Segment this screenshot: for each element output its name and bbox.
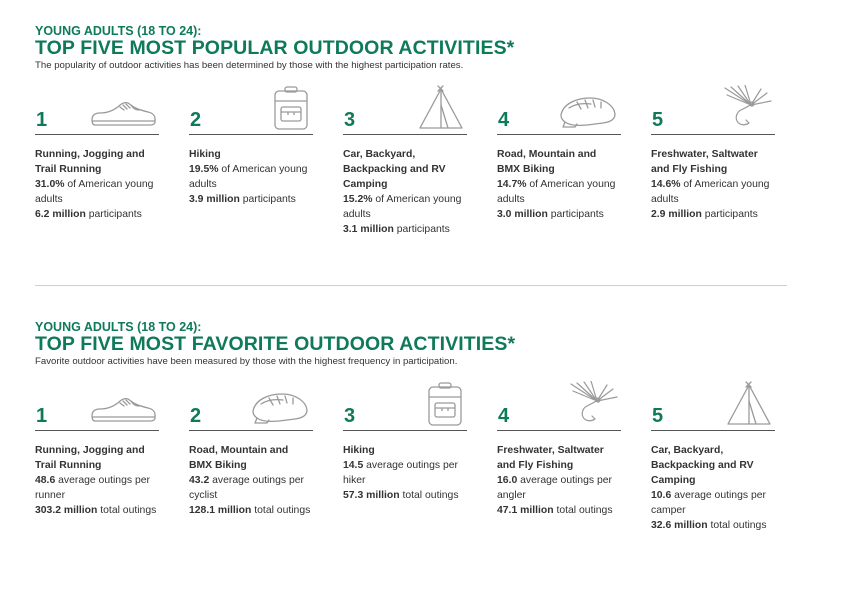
activity-total xyxy=(343,488,467,503)
activity-title: Car, Backyard, Backpacking and RV Camping xyxy=(343,149,446,190)
activity-title: Running, Jogging and Trail Running xyxy=(35,445,145,471)
total-text: participants xyxy=(239,194,296,205)
card-rule xyxy=(35,134,159,135)
total-text: participants xyxy=(393,224,450,235)
activity-card xyxy=(497,390,621,518)
rank-number: 3 xyxy=(344,109,356,131)
total-value: 3.9 million xyxy=(189,194,240,205)
activity-stat xyxy=(651,177,775,207)
activity-title: Road, Mountain and BMX Biking xyxy=(497,149,597,175)
activity-stat xyxy=(497,177,621,207)
stat-value: 14.5 xyxy=(343,460,364,471)
activity-stat xyxy=(651,488,775,518)
popular-subtitle: The popularity of outdoor activities has been determined by those with the highest participation rates. xyxy=(35,60,464,71)
rank-number: 4 xyxy=(498,109,510,131)
activity-title: Hiking xyxy=(189,149,221,160)
card-rule xyxy=(343,134,467,135)
tent-icon xyxy=(417,83,465,131)
stat-value: 10.6 xyxy=(651,490,672,501)
popular-section xyxy=(35,24,795,294)
activity-title: Hiking xyxy=(343,445,375,456)
stat-value: 19.5% xyxy=(189,164,219,175)
bike-helmet-icon xyxy=(557,95,619,131)
favorite-subtitle: Favorite outdoor activities have been measured by those with the highest frequency in participation. xyxy=(35,356,458,367)
stat-text: of American young adults xyxy=(189,164,308,190)
activity-card xyxy=(35,390,159,518)
activity-card xyxy=(189,390,313,518)
activity-total xyxy=(651,207,775,222)
rank-number: 1 xyxy=(36,405,48,427)
stat-value: 14.6% xyxy=(651,179,681,190)
rank-number: 2 xyxy=(190,405,202,427)
activity-total xyxy=(343,222,467,237)
activity-stat xyxy=(189,473,313,503)
total-text: total outings xyxy=(97,505,157,516)
total-text: total outings xyxy=(251,505,311,516)
rank-number: 5 xyxy=(652,109,664,131)
activity-title: Road, Mountain and BMX Biking xyxy=(189,445,289,471)
rank-number: 1 xyxy=(36,109,48,131)
stat-text: of American young adults xyxy=(497,179,616,205)
activity-title: Freshwater, Saltwater and Fly Fishing xyxy=(651,149,758,175)
total-text: total outings xyxy=(553,505,613,516)
rank-number: 2 xyxy=(190,109,202,131)
total-text: participants xyxy=(85,209,142,220)
activity-total xyxy=(35,503,159,518)
activity-title: Car, Backyard, Backpacking and RV Camping xyxy=(651,445,754,486)
total-text: participants xyxy=(547,209,604,220)
activity-total xyxy=(497,503,621,518)
fishing-fly-icon xyxy=(567,381,619,427)
activity-card xyxy=(497,94,621,222)
activity-total xyxy=(651,518,775,533)
activity-card xyxy=(189,94,313,207)
stat-text: average outings per cyclist xyxy=(189,475,304,501)
activity-stat xyxy=(35,473,159,503)
stat-text: of American young adults xyxy=(343,194,462,220)
activity-total xyxy=(189,503,313,518)
card-rule xyxy=(189,134,313,135)
total-value: 57.3 million xyxy=(343,490,400,501)
activity-total xyxy=(35,207,159,222)
activity-title: Freshwater, Saltwater and Fly Fishing xyxy=(497,445,604,471)
card-rule xyxy=(497,134,621,135)
favorite-headline: TOP FIVE MOST FAVORITE OUTDOOR ACTIVITIES* xyxy=(35,333,516,355)
stat-value: 31.0% xyxy=(35,179,65,190)
favorite-section xyxy=(35,320,795,590)
stat-value: 48.6 xyxy=(35,475,56,486)
fishing-fly-icon xyxy=(721,85,773,131)
activity-card xyxy=(343,390,467,503)
rank-number: 5 xyxy=(652,405,664,427)
favorite-cards xyxy=(35,390,795,590)
activity-card xyxy=(651,94,775,222)
activity-stat xyxy=(189,162,313,192)
card-rule xyxy=(651,430,775,431)
total-value: 47.1 million xyxy=(497,505,554,516)
stat-value: 15.2% xyxy=(343,194,373,205)
activity-card xyxy=(651,390,775,533)
stat-text: average outings per hiker xyxy=(343,460,458,486)
activity-title: Running, Jogging and Trail Running xyxy=(35,149,145,175)
running-shoe-icon xyxy=(89,97,157,131)
total-value: 3.1 million xyxy=(343,224,394,235)
stat-value: 43.2 xyxy=(189,475,210,486)
backpack-icon xyxy=(271,85,311,131)
running-shoe-icon xyxy=(89,393,157,427)
stat-value: 14.7% xyxy=(497,179,527,190)
rank-number: 3 xyxy=(344,405,356,427)
activity-total xyxy=(497,207,621,222)
stat-text: average outings per angler xyxy=(497,475,612,501)
total-value: 2.9 million xyxy=(651,209,702,220)
card-rule xyxy=(35,430,159,431)
activity-total xyxy=(189,192,313,207)
activity-stat xyxy=(343,192,467,222)
popular-cards xyxy=(35,94,795,294)
total-value: 6.2 million xyxy=(35,209,86,220)
card-rule xyxy=(497,430,621,431)
total-value: 3.0 million xyxy=(497,209,548,220)
activity-stat xyxy=(497,473,621,503)
stat-text: average outings per camper xyxy=(651,490,766,516)
card-rule xyxy=(189,430,313,431)
section-divider xyxy=(35,285,787,286)
popular-headline: TOP FIVE MOST POPULAR OUTDOOR ACTIVITIES* xyxy=(35,37,515,59)
stat-text: average outings per runner xyxy=(35,475,150,501)
activity-card xyxy=(343,94,467,237)
backpack-icon xyxy=(425,381,465,427)
rank-number: 4 xyxy=(498,405,510,427)
activity-card xyxy=(35,94,159,222)
total-value: 303.2 million xyxy=(35,505,98,516)
stat-text: of American young adults xyxy=(651,179,770,205)
total-value: 32.6 million xyxy=(651,520,708,531)
bike-helmet-icon xyxy=(249,391,311,427)
activity-stat xyxy=(343,458,467,488)
favorite-kicker: YOUNG ADULTS (18 TO 24): xyxy=(35,320,202,334)
total-text: total outings xyxy=(707,520,767,531)
popular-kicker: YOUNG ADULTS (18 TO 24): xyxy=(35,24,202,38)
card-rule xyxy=(343,430,467,431)
activity-stat xyxy=(35,177,159,207)
tent-icon xyxy=(725,379,773,427)
total-text: participants xyxy=(701,209,758,220)
total-text: total outings xyxy=(399,490,459,501)
stat-text: of American young adults xyxy=(35,179,154,205)
card-rule xyxy=(651,134,775,135)
total-value: 128.1 million xyxy=(189,505,252,516)
stat-value: 16.0 xyxy=(497,475,518,486)
